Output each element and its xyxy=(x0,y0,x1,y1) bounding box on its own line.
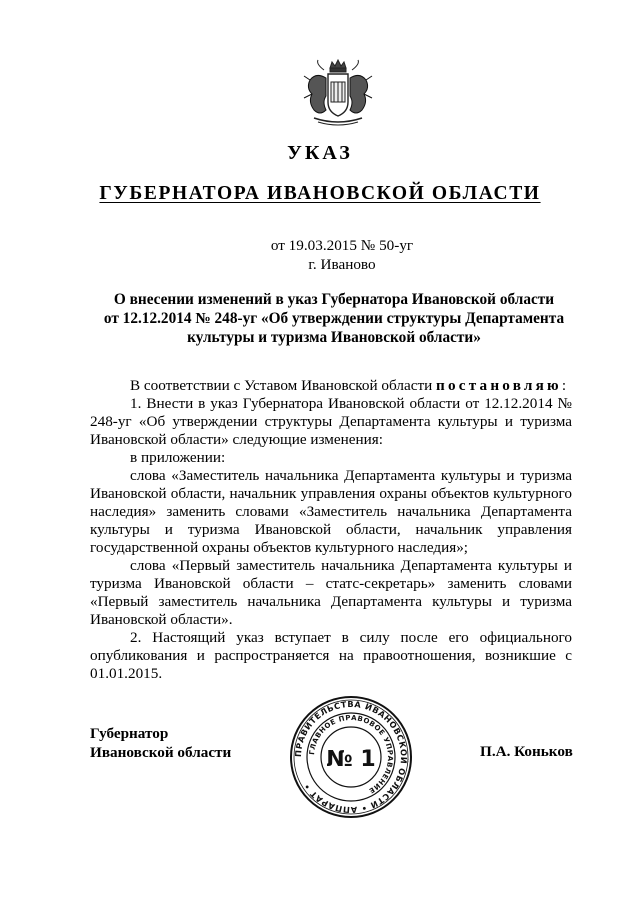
intro-colon: : xyxy=(561,377,567,394)
body-paragraph-1: 1. Внести в указ Губернатора Ивановской области от 12.12.2014 № 248-уг «Об утверждении структуры Департамента культуры и туризма Ивановской области» следующие изменения: xyxy=(90,395,572,448)
issuer-title: ГУБЕРНАТОРА ИВАНОВСКОЙ ОБЛАСТИ xyxy=(99,183,541,204)
seal-number: № 1 xyxy=(326,747,376,772)
signatory-name: П.А. Коньков xyxy=(480,743,573,760)
subject-line-2: от 12.12.2014 № 248-уг «Об утверждении структуры Департамента xyxy=(103,310,565,327)
position-line-2: Ивановской области xyxy=(90,744,232,761)
decree-word: постановляю xyxy=(436,377,562,394)
coat-of-arms-emblem xyxy=(296,58,380,130)
official-seal xyxy=(288,694,414,820)
date-block xyxy=(0,236,640,274)
body-paragraph-3: слова «Заместитель начальника Департамента культуры и туризма Ивановской области, начальник управления охраны объектов культурного наследия» заменить словами «Заместитель начальника Департамента культуры и туризма Ивановской области, начальник управления государственной охраны объектов культурного наследия»; xyxy=(90,467,572,556)
decree-place: г. Иваново xyxy=(308,256,376,273)
decree-body xyxy=(90,377,572,683)
seal-ring-textpath: ПРАВИТЕЛЬСТВА ИВАНОВСКОЙ ОБЛАСТИ • АППАРАТ • xyxy=(292,698,410,816)
decree-subject xyxy=(84,290,584,347)
body-intro xyxy=(90,377,572,395)
subject-line-1: О внесении изменений в указ Губернатора Ивановской области xyxy=(113,291,555,308)
document-type-title: УКАЗ xyxy=(287,142,353,164)
position-line-1: Губернатор xyxy=(90,725,169,742)
body-paragraph-5: 2. Настоящий указ вступает в силу после его официального опубликования и распространяется на правоотношения, возникшие с 01.01.2015. xyxy=(90,629,572,682)
body-paragraph-2: в приложении: xyxy=(130,449,226,466)
signatory-position xyxy=(90,724,231,762)
subject-line-3: культуры и туризма Ивановской области» xyxy=(187,329,481,346)
seal-inner-textpath: ГЛАВНОЕ ПРАВОВОЕ УПРАВЛЕНИЕ xyxy=(308,713,395,795)
decree-date-number: от 19.03.2015 № 50-уг xyxy=(270,237,414,254)
body-paragraph-4: слова «Первый заместитель начальника Департамента культуры и туризма Ивановской области – статс-секретарь» заменить словами «Первый заместитель начальника Департамента культуры и туризма Ивановской области». xyxy=(90,557,572,628)
intro-text: В соответствии с Уставом Ивановской области xyxy=(130,377,437,394)
